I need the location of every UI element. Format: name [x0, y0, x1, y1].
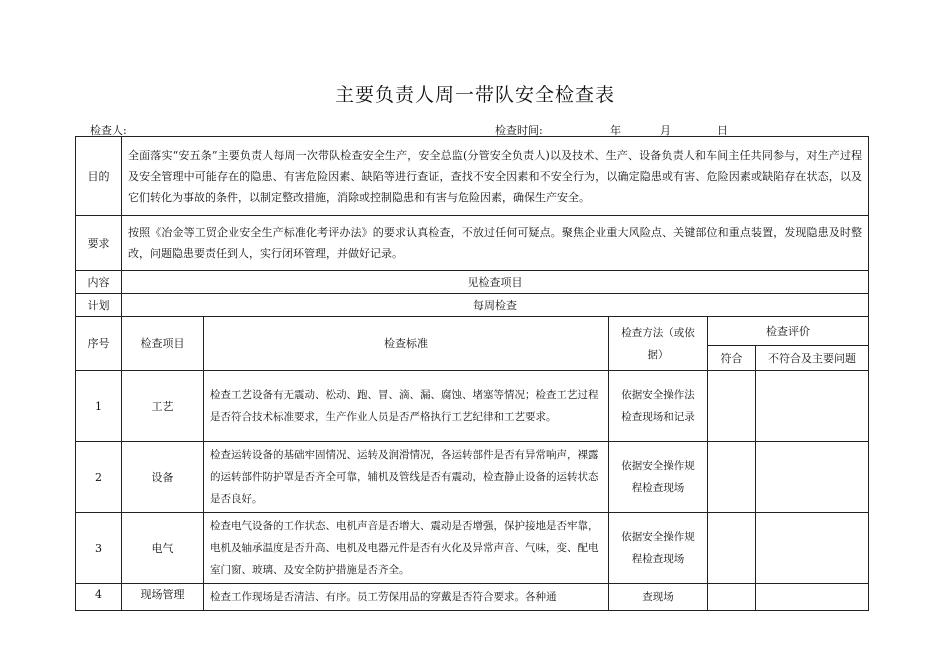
row-method: 查现场 [609, 584, 708, 611]
row-conform-cell[interactable] [708, 442, 756, 513]
row-standard: 检查工作现场是否清洁、有序。员工劳保用品的穿戴是否符合要求。各种通 [204, 584, 609, 611]
purpose-label: 目的 [76, 137, 122, 216]
table-row [76, 371, 869, 442]
header-method: 检查方法（或依据） [609, 317, 708, 371]
row-item: 现场管理 [122, 584, 204, 611]
row-item: 工艺 [122, 371, 204, 442]
row-conform-cell[interactable] [708, 513, 756, 584]
row-standard: 检查工艺设备有无震动、松动、跑、冒、滴、漏、腐蚀、堵塞等情况；检查工艺过程是否符合技术标准要求，生产作业人员是否严格执行工艺纪律和工艺要求。 [204, 371, 609, 442]
plan-row [76, 294, 869, 317]
row-standard: 检查运转设备的基础牢固情况、运转及润滑情况，各运转部件是否有异常响声，裸露的运转部件防护罩是否齐全可靠，辅机及管线是否有震动，检查静止设备的运转状态是否良好。 [204, 442, 609, 513]
requirement-label: 要求 [76, 216, 122, 271]
header-no: 序号 [76, 317, 122, 371]
row-nonconform-cell[interactable] [756, 442, 869, 513]
header-evaluation: 检查评价 [708, 317, 869, 346]
header-row [76, 317, 869, 346]
table-row [76, 442, 869, 513]
content-label: 内容 [76, 271, 122, 294]
content-row [76, 271, 869, 294]
row-method: 依据安全操作规程检查现场 [609, 442, 708, 513]
row-item: 电气 [122, 513, 204, 584]
header-item: 检查项目 [122, 317, 204, 371]
inspector-label: 检查人: [90, 124, 127, 137]
time-label: 检查时间: [495, 124, 543, 137]
row-conform-cell[interactable] [708, 371, 756, 442]
year-label: 年 [610, 124, 621, 137]
purpose-text: 全面落实“安五条”主要负责人每周一次带队检查安全生产，安全总监(分管安全负责人)以及技术、生产、设备负责人和车间主任共同参与，对生产过程及安全管理中可能存在的隐患、有害危险因素、缺陷等进行查证，查找不安全因素和不安全行为，以确定隐患或有害、危险因素或缺陷存在状态，以及它们转化为事故的条件，以制定整改措施，消除或控制隐患和有害与危险因素，确保生产安全。 [122, 137, 869, 216]
inspection-table [75, 136, 869, 611]
row-method: 依据安全操作法检查现场和记录 [609, 371, 708, 442]
row-item: 设备 [122, 442, 204, 513]
page-title: 主要负责人周一带队安全检查表 [334, 84, 615, 106]
row-standard: 检查电气设备的工作状态、电机声音是否增大、震动是否增强，保护接地是否牢靠，电机及轴承温度是否升高、电机及电器元件是否有火化及异常声音、气味，变、配电室门窗、玻璃、及安全防护措施是否齐全。 [204, 513, 609, 584]
purpose-row [76, 137, 869, 216]
row-conform-cell[interactable] [708, 584, 756, 611]
row-number: 1 [76, 371, 122, 442]
row-nonconform-cell[interactable] [756, 513, 869, 584]
plan-value: 每周检查 [122, 294, 869, 317]
header-standard: 检查标准 [204, 317, 609, 371]
table-row [76, 584, 869, 611]
content-value: 见检查项目 [122, 271, 869, 294]
requirement-row [76, 216, 869, 271]
row-nonconform-cell[interactable] [756, 584, 869, 611]
month-label: 月 [660, 124, 671, 137]
row-number: 4 [76, 584, 122, 611]
row-nonconform-cell[interactable] [756, 371, 869, 442]
header-conform: 符合 [708, 346, 756, 371]
header-nonconform: 不符合及主要问题 [756, 346, 869, 371]
row-method: 依据安全操作规程检查现场 [609, 513, 708, 584]
table-row [76, 513, 869, 584]
day-label: 日 [717, 124, 728, 137]
row-number: 3 [76, 513, 122, 584]
requirement-text: 按照《冶金等工贸企业安全生产标准化考评办法》的要求认真检查，不放过任何可疑点。聚焦企业重大风险点、关键部位和重点装置，发现隐患及时整改，问题隐患要责任到人，实行闭环管理，并做好记录。 [122, 216, 869, 271]
plan-label: 计划 [76, 294, 122, 317]
row-number: 2 [76, 442, 122, 513]
